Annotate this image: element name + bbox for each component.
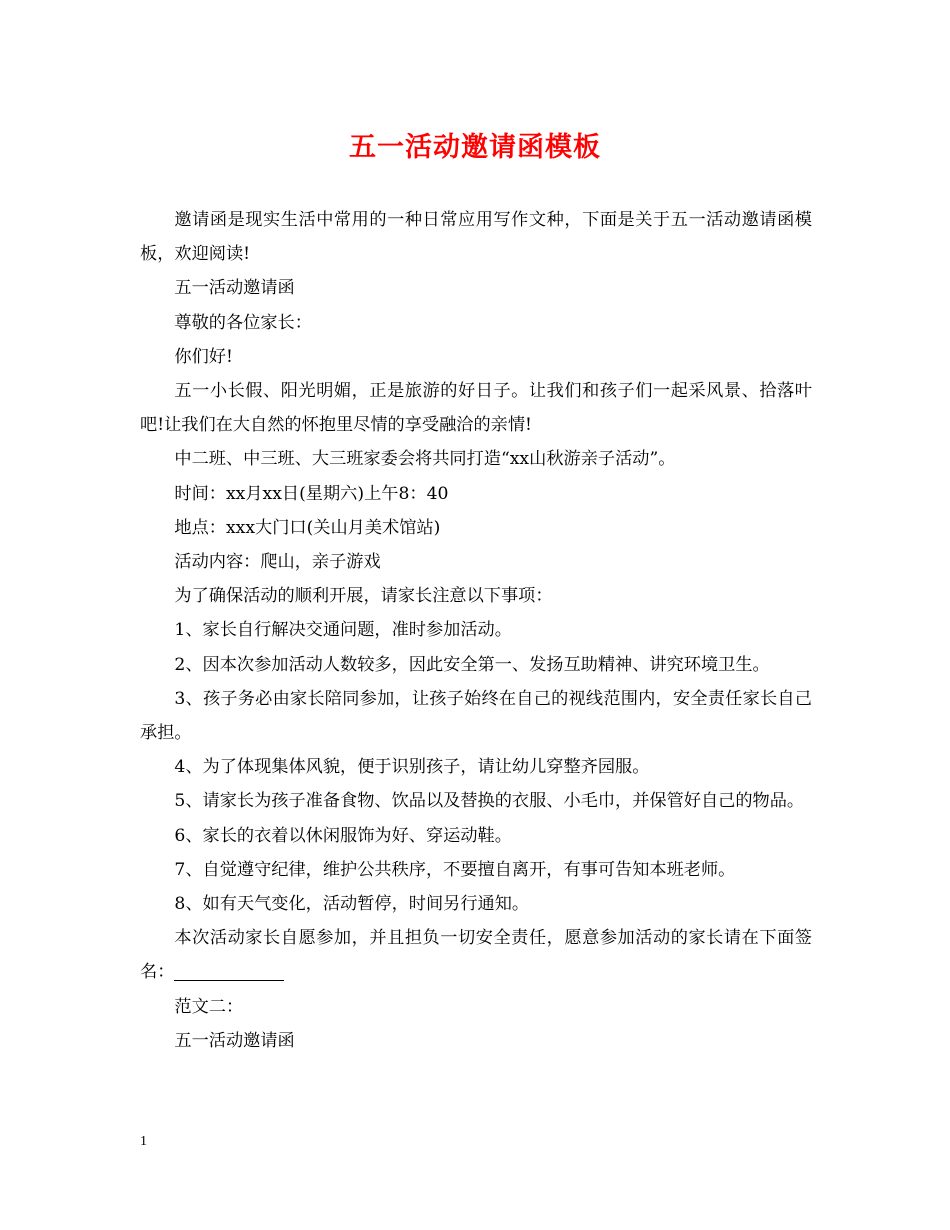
paragraph-item-1: 1、家长自行解决交通问题，准时参加活动。 xyxy=(174,620,512,641)
paragraph-time: 时间：xx月xx日(星期六)上午8：40 xyxy=(174,483,449,504)
paragraph-notice: 为了确保活动的顺利开展，请家长注意以下事项： xyxy=(174,586,553,607)
paragraph-signature xyxy=(140,921,812,989)
paragraph-holiday: 五一小长假、阳光明媚，正是旅游的好日子。让我们和孩子们一起采风景、拾落叶吧!让我们在大自然的怀抱里尽情的享受融洽的亲情! xyxy=(140,381,812,436)
paragraph-item-6: 6、家长的衣着以休闲服饰为好、穿运动鞋。 xyxy=(174,825,512,846)
document-title: 五一活动邀请函模板 xyxy=(349,132,601,163)
signature-line xyxy=(174,962,284,981)
paragraph-item-2: 2、因本次参加活动人数较多，因此安全第一、发扬互助精神、讲究环境卫生。 xyxy=(174,654,770,675)
paragraph-location: 地点：xxx大门口(关山月美术馆站) xyxy=(174,517,441,538)
paragraph-salutation: 尊敬的各位家长： xyxy=(174,312,312,333)
paragraph-sample-heading: 五一活动邀请函 xyxy=(174,1030,295,1051)
paragraph-organizers: 中二班、中三班、大三班家委会将共同打造“xx山秋游亲子活动”。 xyxy=(174,449,676,470)
signature-text: 本次活动家长自愿参加，并且担负一切安全责任，愿意参加活动的家长请在下面签名： xyxy=(140,928,812,983)
paragraph-item-3: 3、孩子务必由家长陪同参加，让孩子始终在自己的视线范围内，安全责任家长自己承担。 xyxy=(140,688,812,744)
page-number: 1 xyxy=(140,1134,147,1149)
paragraph-item-8: 8、如有天气变化，活动暂停，时间另行通知。 xyxy=(174,894,530,915)
paragraph-intro: 邀请函是现实生活中常用的一种日常应用写作文种，下面是关于五一活动邀请函模板，欢迎阅读! xyxy=(140,210,812,265)
paragraph-greeting: 你们好! xyxy=(174,346,233,367)
paragraph-item-4: 4、为了体现集体风貌，便于识别孩子，请让幼儿穿整齐园服。 xyxy=(174,757,650,778)
paragraph-content: 活动内容：爬山，亲子游戏 xyxy=(174,552,381,573)
paragraph-sample-two: 范文二： xyxy=(174,996,244,1017)
paragraph-item-7: 7、自觉遵守纪律，维护公共秩序，不要擅自离开，有事可告知本班老师。 xyxy=(174,859,736,880)
document-body xyxy=(140,203,812,1058)
paragraph-heading: 五一活动邀请函 xyxy=(174,278,295,299)
paragraph-item-5: 5、请家长为孩子准备食物、饮品以及替换的衣服、小毛巾，并保管好自己的物品。 xyxy=(174,791,805,812)
